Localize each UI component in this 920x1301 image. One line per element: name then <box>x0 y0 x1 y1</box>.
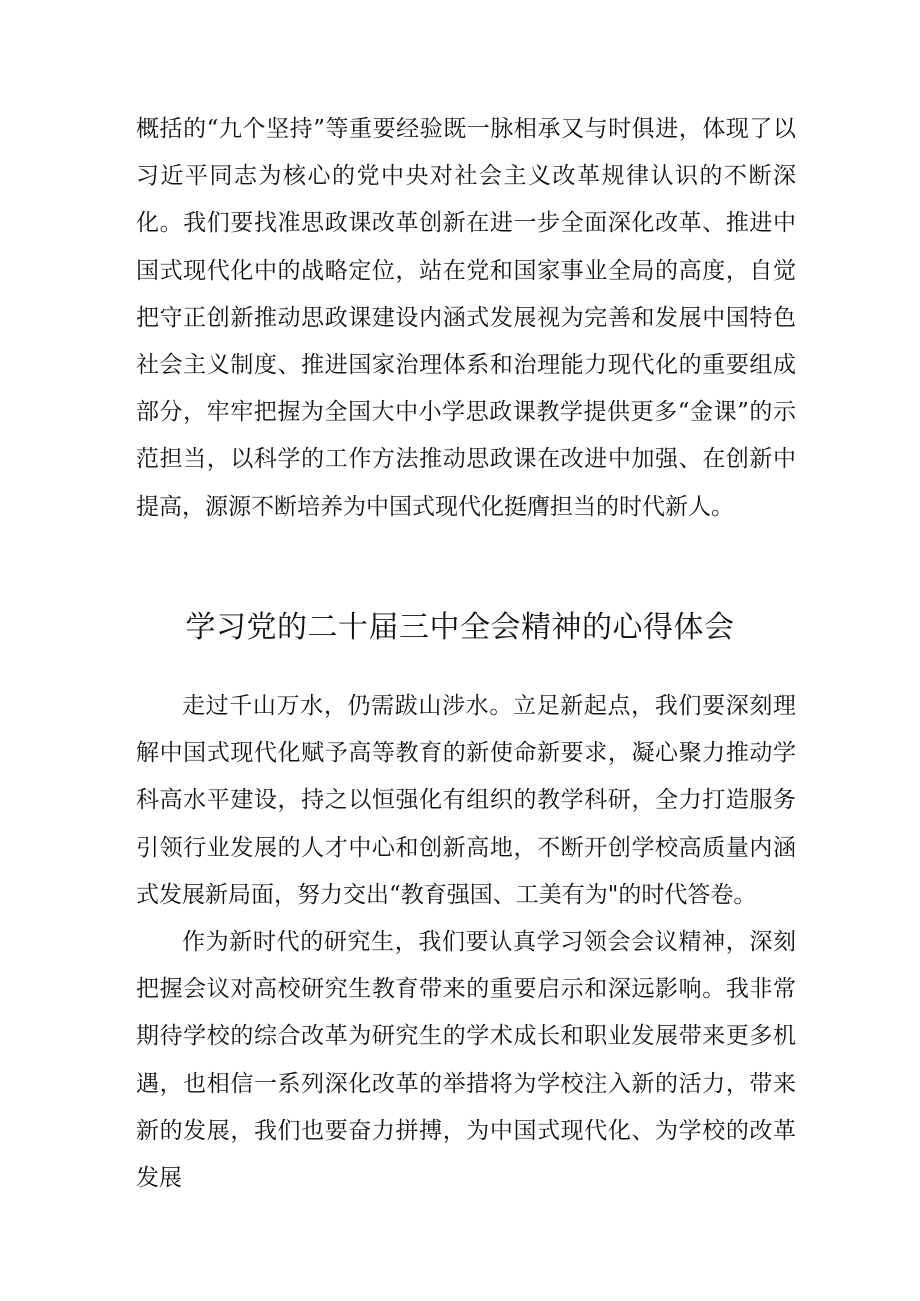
continued-paragraph: 概括的“九个坚持”等重要经验既一脉相承又与时俱进，体现了以习近平同志为核心的党中央对社会主义改革规律认识的不断深化。我们要找准思政课改革创新在进一步全面深化改革、推进中国式现代化中的战略定位，站在党和国家事业全局的高度，自觉把守正创新推动思政课建设内涵式发展视为完善和发展中国特色社会主义制度、推进国家治理体系和治理能力现代化的重要组成部分，牢牢把握为全国大中小学思政课教学提供更多“金课”的示范担当，以科学的工作方法推动思政课在改进中加强、在创新中提高，源源不断培养为中国式现代化挺膺担当的时代新人。 <box>136 116 796 520</box>
section-body <box>136 683 796 1202</box>
section-title: 学习党的二十届三中全会精神的心得体会 <box>185 610 735 645</box>
paragraph-1: 走过千山万水，仍需跋山涉水。立足新起点，我们要深刻理解中国式现代化赋予高等教育的新使命新要求，凝心聚力推动学科高水平建设，持之以恒强化有组织的教学科研，全力打造服务引领行业发展的人才中心和创新高地，不断开创学校高质量内涵式发展新局面，努力交出“教育强国、工美有为"的时代答卷。 <box>136 693 796 908</box>
paragraph-2: 作为新时代的研究生，我们要认真学习领会会议精神，深刻把握会议对高校研究生教育带来的重要启示和深远影响。我非常期待学校的综合改革为研究生的学术成长和职业发展带来更多机遇，也相信一系列深化改革的举措将为学校注入新的活力，带来新的发展，我们也要奋力拼搏，为中国式现代化、为学校的改革发展 <box>136 929 796 1192</box>
